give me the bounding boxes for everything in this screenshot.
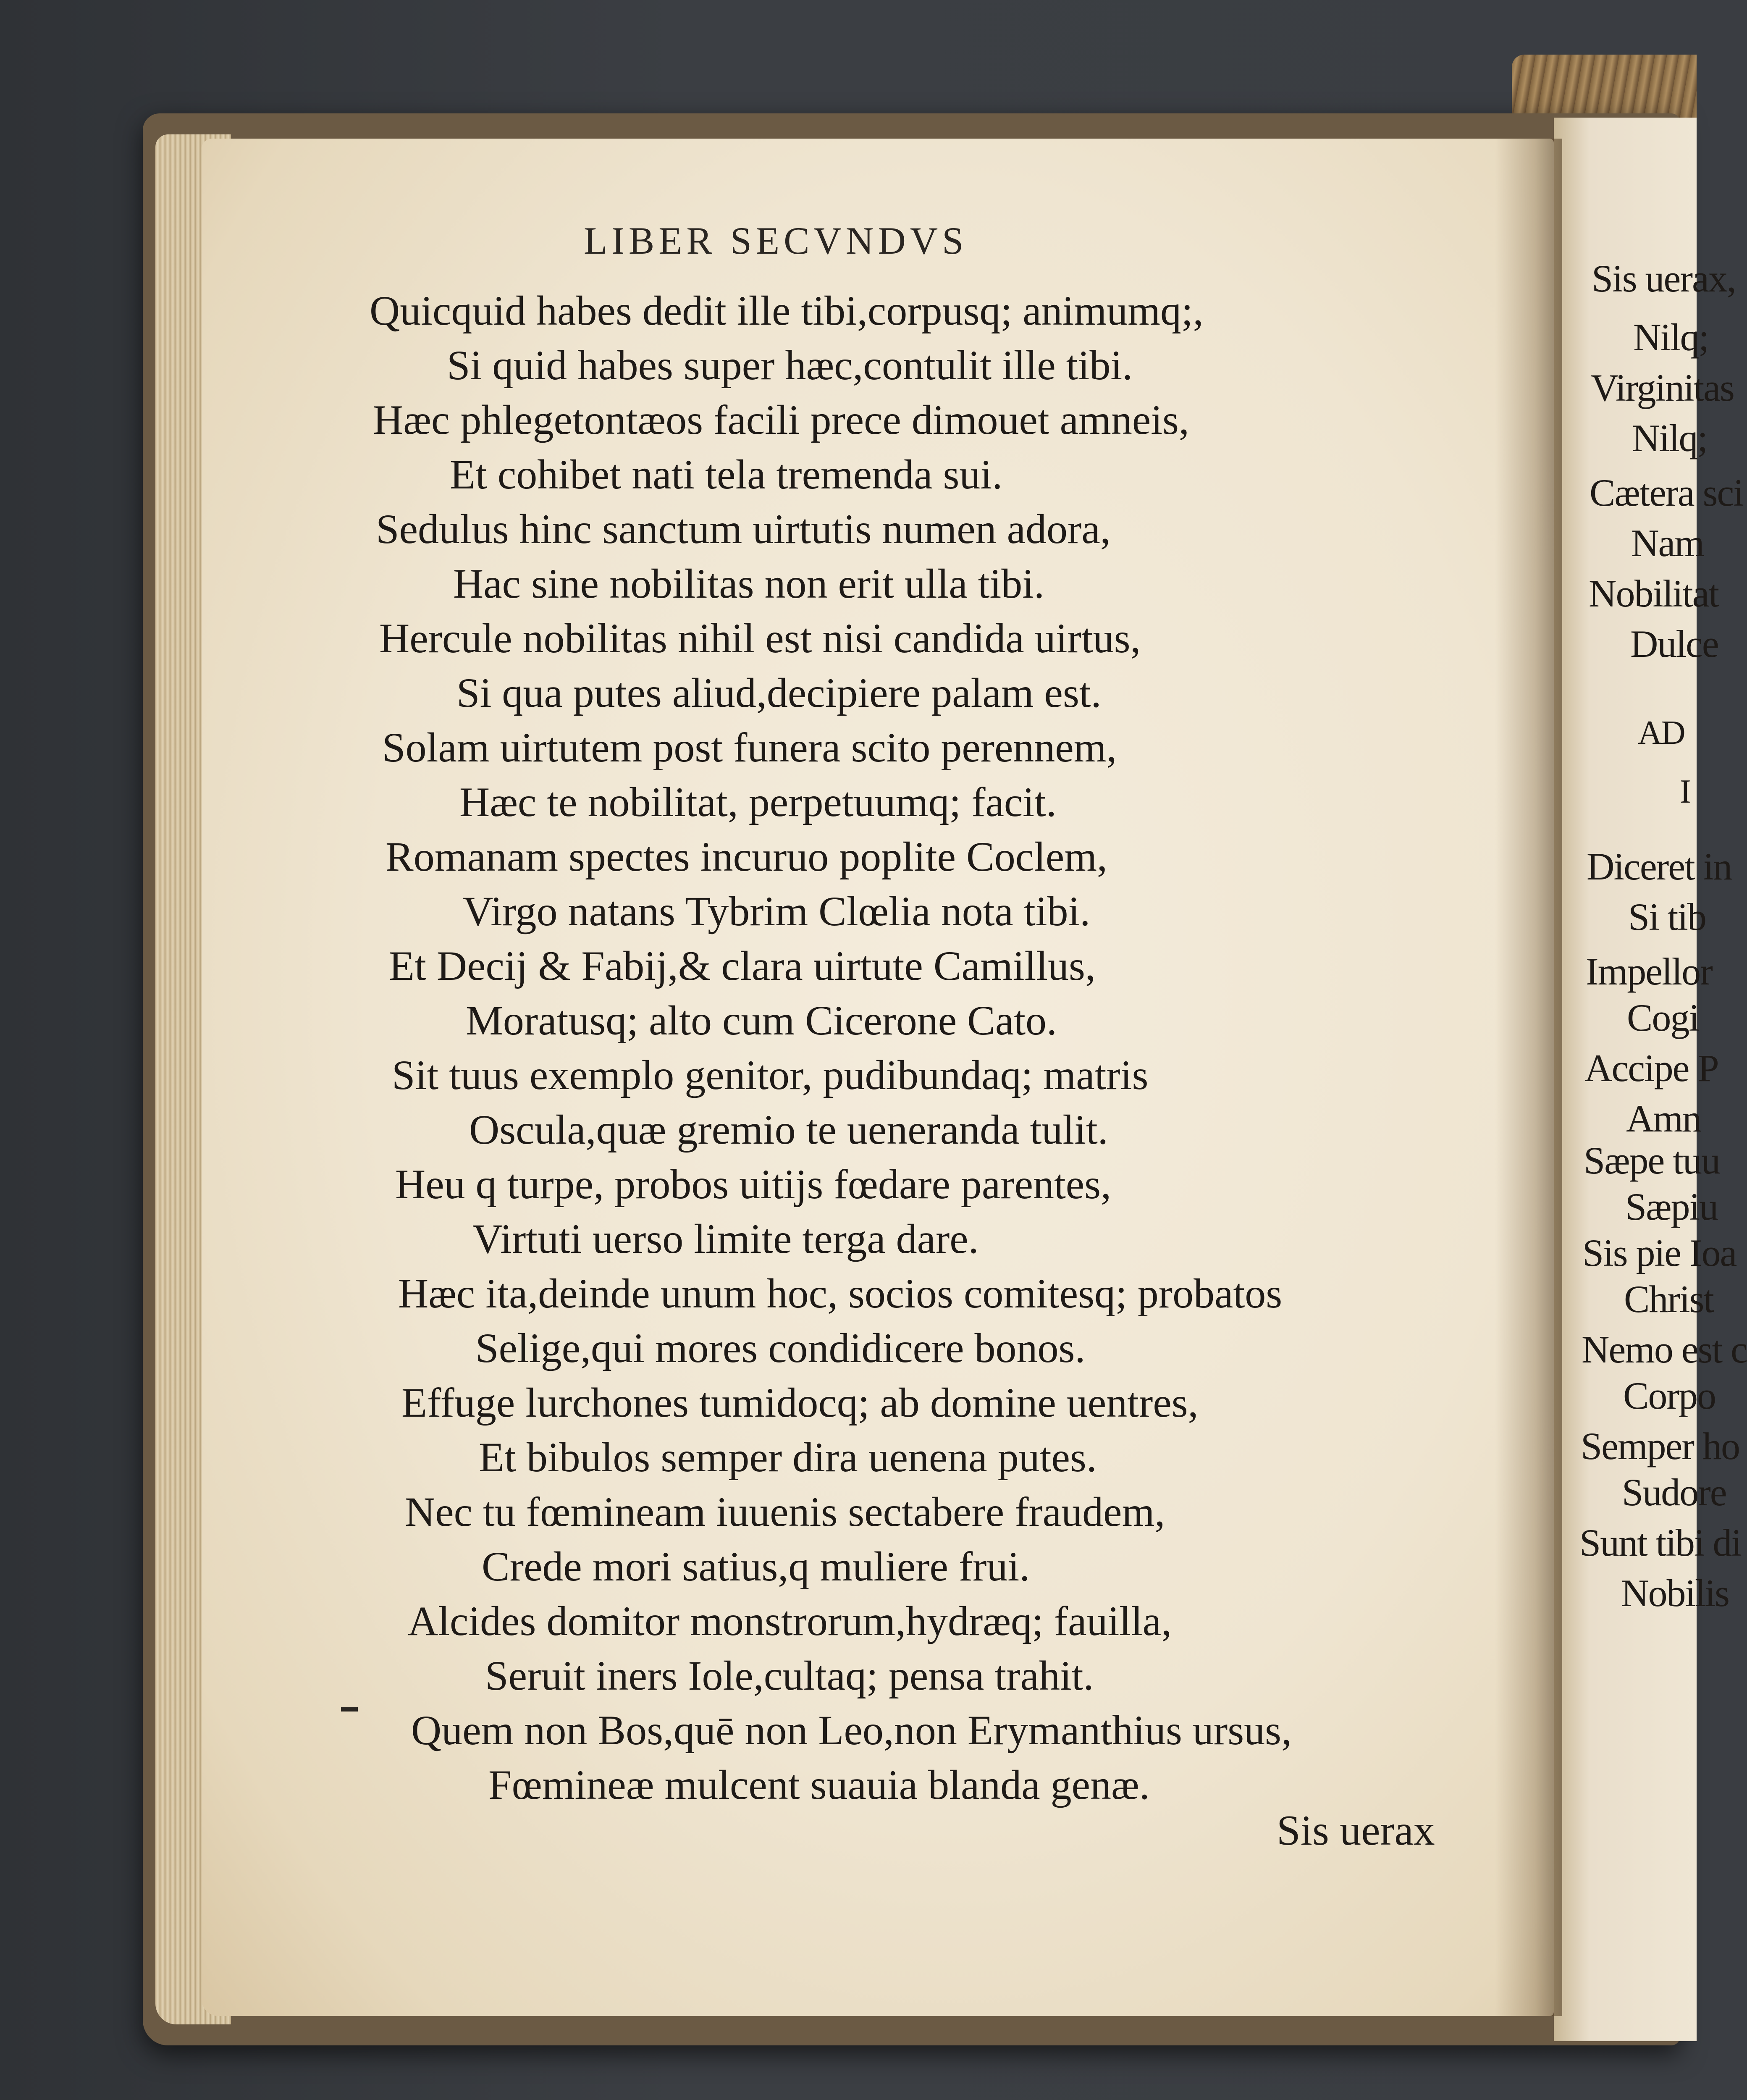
right-page-line: Amn [1626, 1097, 1701, 1140]
verse-line-hexameter: Sit tuus exemplo genitor, pudibundaq; matris [392, 1052, 1149, 1098]
right-page-line: Sis pie Ioa [1582, 1231, 1737, 1274]
verse-line-pentameter: Et cohibet nati tela tremenda sui. [450, 451, 1003, 498]
verse-line-hexameter: Romanam spectes incuruo poplite Coclem, [386, 833, 1108, 880]
verse-line-pentameter: Moratusq; alto cum Cicerone Cato. [466, 997, 1057, 1044]
right-page-line: Nam [1631, 522, 1704, 564]
verse-line-hexameter: Alcides domitor monstrorum,hydræq; fauilla, [408, 1598, 1172, 1644]
right-page-line: Virginitas [1591, 366, 1734, 409]
verse-line-pentameter: Seruit iners Iole,cultaq; pensa trahit. [485, 1652, 1094, 1699]
right-page-line: Sæpiu [1625, 1185, 1718, 1228]
right-page-line: Nobilitat [1589, 572, 1719, 615]
verse-line-pentameter: Selige,qui mores condidicere bonos. [475, 1325, 1086, 1371]
verse-line-hexameter: Effuge lurchones tumidocq; ab domine uentres, [401, 1379, 1199, 1426]
right-page-line: Sudore [1622, 1471, 1726, 1514]
right-page-line: Accipe P [1584, 1047, 1718, 1089]
right-page-line: Corpo [1623, 1374, 1716, 1417]
right-page-line: Dulce [1630, 622, 1718, 665]
verse-line-hexameter: Nec tu fœmineam iuuenis sectabere fraudem, [405, 1488, 1165, 1535]
verse-line-hexameter: Hæc phlegetontæos facili prece dimouet amneis, [373, 396, 1189, 443]
verse-line-hexameter: Hæc ita,deinde unum hoc, socios comitesq; probatos [398, 1270, 1283, 1317]
verse-line-hexameter: Quem non Bos,quē non Leo,non Erymanthius ursus, [411, 1707, 1292, 1754]
running-head: LIBER SECVNDVS [584, 219, 968, 262]
verse-line-pentameter: Hæc te nobilitat, perpetuumq; facit. [459, 779, 1057, 825]
gutter-shadow [1495, 139, 1562, 2016]
right-page-line: Semper ho [1581, 1425, 1740, 1467]
verse-line-pentameter: Oscula,quæ gremio te ueneranda tulit. [469, 1106, 1108, 1153]
catchword: Sis uerax [1277, 1807, 1435, 1854]
right-page-line: Christ [1624, 1278, 1713, 1320]
verse-line-pentameter: Virtuti uerso limite terga dare. [472, 1215, 979, 1262]
verse-line-pentameter: Virgo natans Tybrim Clœlia nota tibi. [463, 888, 1091, 934]
verse-line-hexameter: Quicquid habes dedit ille tibi,corpusq; animumq;, [370, 287, 1204, 334]
right-page-line: I [1680, 773, 1690, 810]
verse-line-hexameter: Sedulus hinc sanctum uirtutis numen adora, [376, 506, 1111, 552]
right-page-line: Nilq; [1632, 417, 1708, 459]
printer-mark [341, 1707, 358, 1712]
right-page-line: Impellor [1586, 950, 1712, 993]
right-page-line: Sunt tibi di [1579, 1521, 1741, 1564]
right-page-line: Cogi [1627, 996, 1699, 1039]
verse-line-hexameter: Et Decij & Fabij,& clara uirtute Camillus, [389, 942, 1096, 989]
verse-line-pentameter: Crede mori satius,q muliere frui. [482, 1543, 1030, 1590]
right-page-line: Nemo est c [1582, 1328, 1747, 1371]
verse-line-pentameter: Si qua putes aliud,decipiere palam est. [456, 669, 1102, 716]
verse-line-pentameter: Fœmineæ mulcent suauia blanda genæ. [488, 1761, 1150, 1808]
right-page-line: Sæpe tuu [1584, 1139, 1720, 1182]
verse-line-hexameter: Heu q turpe, probos uitijs fœdare parentes, [395, 1161, 1112, 1208]
right-page-line: Cætera sci [1590, 471, 1743, 514]
verse-line-hexameter: Solam uirtutem post funera scito perennem, [382, 724, 1117, 771]
right-page-text [1554, 118, 1747, 2041]
verse-line-pentameter: Et bibulos semper dira uenena putes. [479, 1434, 1097, 1480]
right-page-line: Sis uerax, [1592, 257, 1736, 300]
verse-line-pentameter: Hac sine nobilitas non erit ulla tibi. [453, 560, 1045, 607]
right-page-line: Nilq; [1633, 316, 1709, 359]
verse-line-pentameter: Si quid habes super hæc,contulit ille tibi. [447, 342, 1133, 388]
verse-line-hexameter: Hercule nobilitas nihil est nisi candida uirtus, [379, 615, 1141, 662]
right-page-line: Nobilis [1621, 1572, 1729, 1614]
right-page-line: AD [1638, 714, 1685, 751]
right-page-line: Si tib [1628, 895, 1706, 938]
right-page-line: Diceret in [1587, 845, 1732, 888]
